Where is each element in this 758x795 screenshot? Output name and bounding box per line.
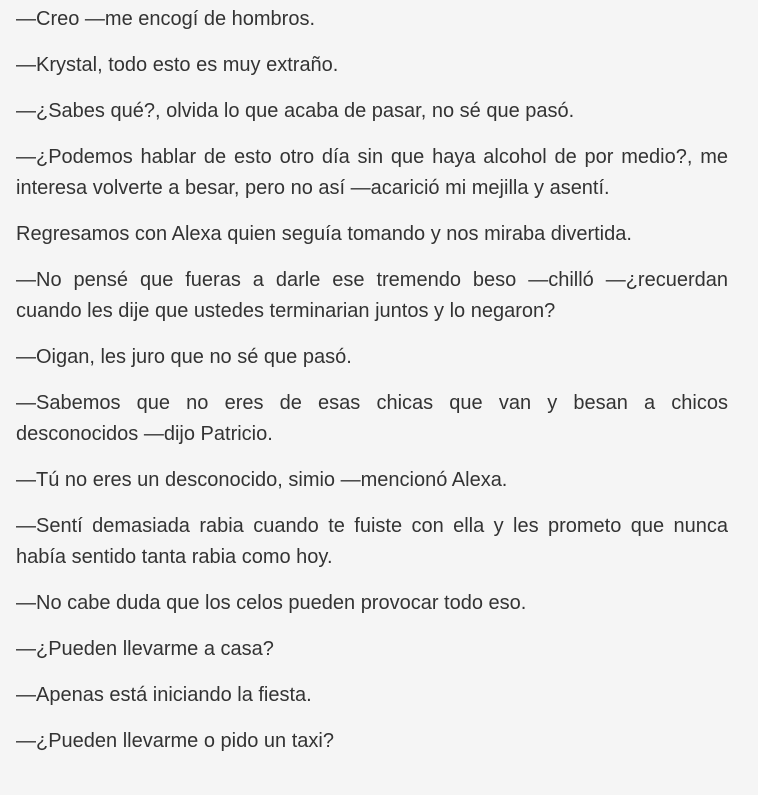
paragraph: —Sentí demasiada rabia cuando te fuiste con ella y les prometo que nunca había sentido tanta rabia como hoy. <box>16 515 728 568</box>
paragraph: —Tú no eres un desconocido, simio —mencionó Alexa. <box>16 469 508 491</box>
paragraph: —Krystal, todo esto es muy extraño. <box>16 54 339 76</box>
paragraph: —No cabe duda que los celos pueden provocar todo eso. <box>16 592 527 614</box>
paragraph: —Oigan, les juro que no sé que pasó. <box>16 346 352 368</box>
paragraph: —Sabemos que no eres de esas chicas que van y besan a chicos desconocidos —dijo Patricio. <box>16 392 728 445</box>
paragraph: —¿Sabes qué?, olvida lo que acaba de pasar, no sé que pasó. <box>16 100 575 122</box>
paragraph: —No pensé que fueras a darle ese tremendo beso —chilló —¿recuerdan cuando les dije que ustedes terminarian juntos y lo negaron? <box>16 269 728 322</box>
paragraph: —¿Pueden llevarme a casa? <box>16 638 274 660</box>
story-text <box>16 4 728 772</box>
paragraph: Regresamos con Alexa quien seguía tomando y nos miraba divertida. <box>16 223 632 245</box>
paragraph: —Creo —me encogí de hombros. <box>16 8 316 30</box>
paragraph: —Apenas está iniciando la fiesta. <box>16 684 312 706</box>
paragraph: —¿Pueden llevarme o pido un taxi? <box>16 730 334 752</box>
paragraph: —¿Podemos hablar de esto otro día sin que haya alcohol de por medio?, me interesa volverte a besar, pero no así —acarició mi mejilla y asentí. <box>16 146 728 199</box>
